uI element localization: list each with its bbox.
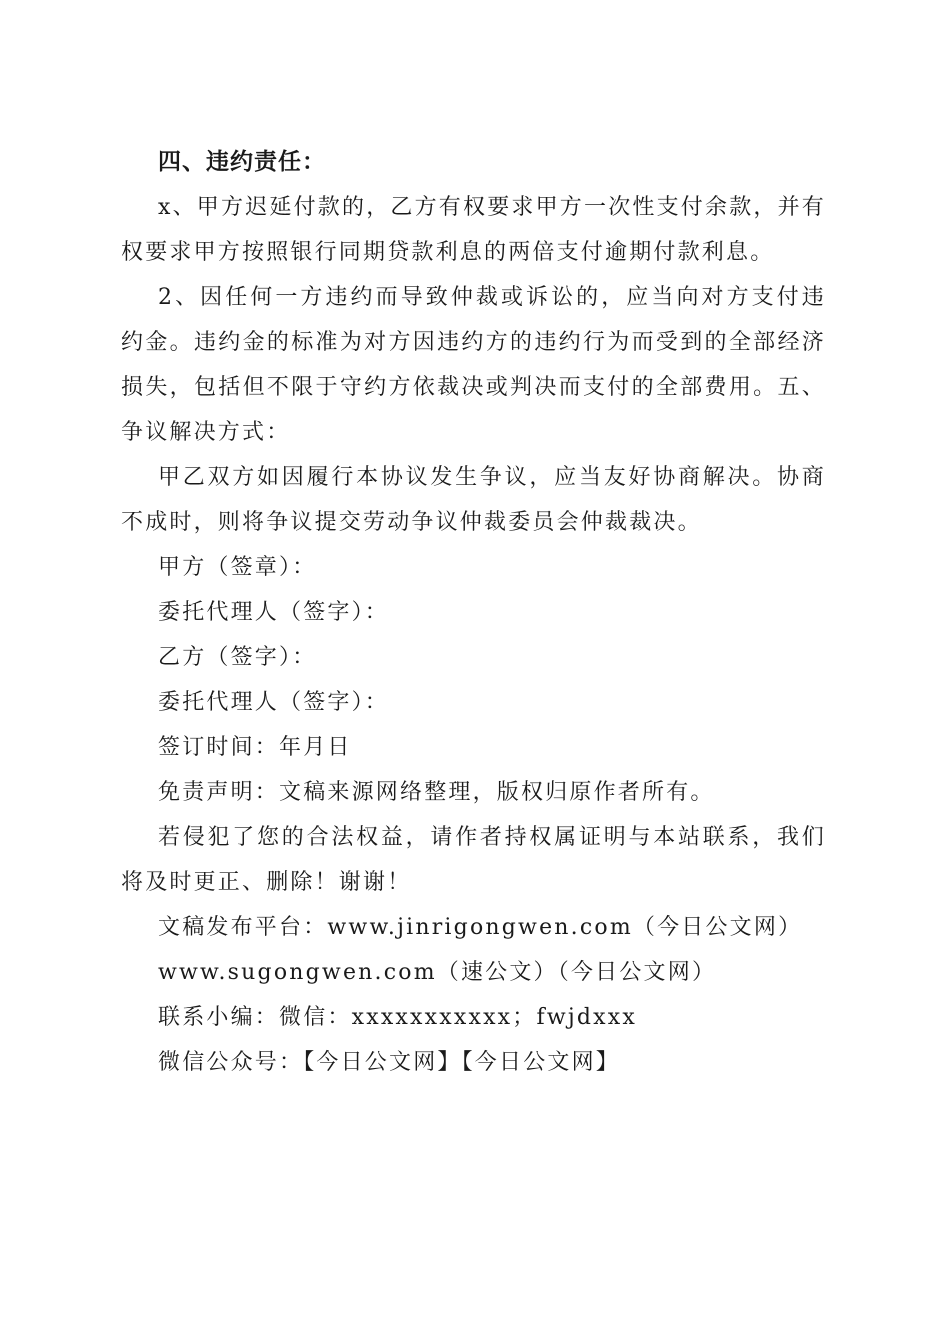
- website-line: www.sugongwen.com（速公文）（今日公文网）: [158, 960, 717, 985]
- section-heading-breach: 四、违约责任：: [158, 149, 326, 175]
- infringement-notice: 若侵犯了您的合法权益，请作者持权属证明与本站联系，我们将及时更正、删除！谢谢！: [121, 825, 826, 895]
- signing-date: 签订时间：年月日: [158, 735, 352, 760]
- disclaimer: 免责声明：文稿来源网络整理，版权归原作者所有。: [158, 780, 715, 805]
- agent-a-signature: 委托代理人（签字）：: [158, 600, 390, 625]
- publishing-platform: 文稿发布平台：www.jinrigongwen.com（今日公文网）: [158, 915, 803, 940]
- contact-line: 联系小编：微信：xxxxxxxxxxx；fwjdxxx: [158, 1005, 637, 1030]
- party-b-signature: 乙方（签字）：: [158, 645, 317, 670]
- wechat-account-line: 微信公众号：【今日公文网】【今日公文网】: [158, 1050, 621, 1075]
- clause-arbitration: 2、因任何一方违约而导致仲裁或诉讼的，应当向对方支付违约金。违约金的标准为对方因违约方的违约行为而受到的全部经济损失，包括但不限于守约方依裁决或判决而支付的全部费用。五、争议解决方式：: [121, 285, 826, 445]
- dispute-resolution-text: 甲乙双方如因履行本协议发生争议，应当友好协商解决。协商不成时，则将争议提交劳动争议仲裁委员会仲裁裁决。: [121, 465, 826, 535]
- clause-late-payment: x、甲方迟延付款的，乙方有权要求甲方一次性支付余款，并有权要求甲方按照银行同期贷款利息的两倍支付逾期付款利息。: [121, 195, 827, 265]
- agent-b-signature: 委托代理人（签字）：: [158, 690, 390, 715]
- party-a-signature: 甲方（签章）：: [158, 555, 317, 580]
- document-body: [121, 140, 826, 1085]
